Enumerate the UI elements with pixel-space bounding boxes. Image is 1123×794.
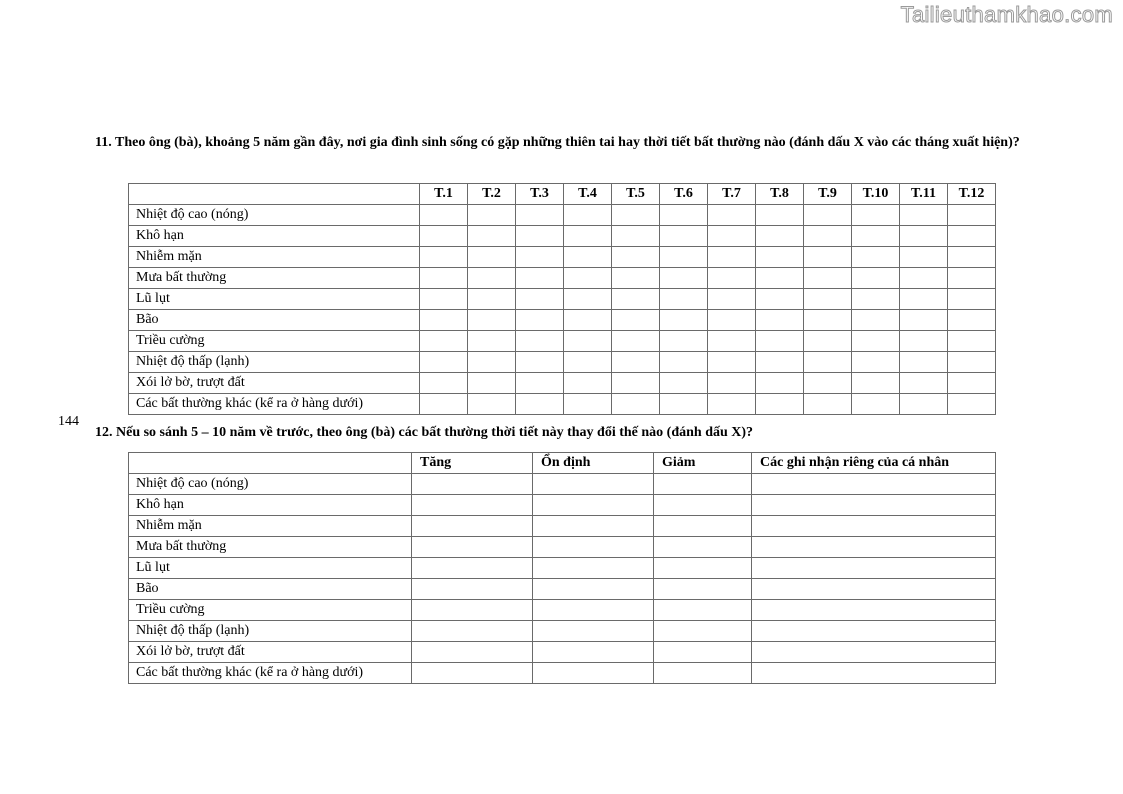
checkbox-cell[interactable]	[564, 205, 612, 226]
checkbox-cell[interactable]	[852, 394, 900, 415]
answer-cell[interactable]	[533, 474, 654, 495]
checkbox-cell[interactable]	[756, 331, 804, 352]
checkbox-cell[interactable]	[420, 247, 468, 268]
row-label: Mưa bất thường	[129, 268, 420, 289]
table-row	[129, 663, 996, 684]
table-row	[129, 558, 996, 579]
checkbox-cell[interactable]	[516, 247, 564, 268]
row-label: Triều cường	[129, 331, 420, 352]
answer-cell[interactable]	[412, 621, 533, 642]
question-12-text: 12. Nếu so sánh 5 – 10 năm về trước, theo ông (bà) các bất thường thời tiết này thay đổi thế nào (đánh dấu X)?	[95, 425, 754, 440]
checkbox-cell[interactable]	[900, 268, 948, 289]
checkbox-cell[interactable]	[612, 268, 660, 289]
checkbox-cell[interactable]	[564, 310, 612, 331]
answer-cell[interactable]	[654, 642, 752, 663]
trend-header: Ổn định	[533, 453, 654, 474]
table-row	[129, 621, 996, 642]
table-row	[129, 310, 996, 331]
row-label: Lũ lụt	[129, 558, 412, 579]
page-number: 144	[58, 414, 79, 429]
row-label: Nhiệt độ cao (nóng)	[129, 205, 420, 226]
checkbox-cell[interactable]	[660, 373, 708, 394]
checkbox-cell[interactable]	[708, 268, 756, 289]
checkbox-cell[interactable]	[612, 373, 660, 394]
answer-cell[interactable]	[654, 600, 752, 621]
checkbox-cell[interactable]	[852, 373, 900, 394]
answer-cell[interactable]	[654, 621, 752, 642]
checkbox-cell[interactable]	[852, 247, 900, 268]
answer-cell[interactable]	[654, 537, 752, 558]
row-label: Các bất thường khác (kể ra ở hàng dưới)	[129, 394, 420, 415]
checkbox-cell[interactable]	[564, 226, 612, 247]
checkbox-cell[interactable]	[852, 205, 900, 226]
answer-cell[interactable]	[412, 600, 533, 621]
checkbox-cell[interactable]	[564, 289, 612, 310]
answer-cell[interactable]	[654, 474, 752, 495]
answer-cell[interactable]	[412, 516, 533, 537]
table-row	[129, 495, 996, 516]
checkbox-cell[interactable]	[516, 310, 564, 331]
answer-cell[interactable]	[412, 579, 533, 600]
answer-cell[interactable]	[752, 537, 996, 558]
checkbox-cell[interactable]	[468, 268, 516, 289]
row-label-header	[129, 453, 412, 474]
checkbox-cell[interactable]	[468, 331, 516, 352]
answer-cell[interactable]	[752, 663, 996, 684]
month-header: T.5	[612, 184, 660, 205]
checkbox-cell[interactable]	[756, 394, 804, 415]
checkbox-cell[interactable]	[708, 205, 756, 226]
checkbox-cell[interactable]	[852, 289, 900, 310]
answer-cell[interactable]	[533, 537, 654, 558]
checkbox-cell[interactable]	[420, 310, 468, 331]
row-label: Xói lở bờ, trượt đất	[129, 642, 412, 663]
answer-cell[interactable]	[533, 663, 654, 684]
answer-cell[interactable]	[752, 579, 996, 600]
checkbox-cell[interactable]	[612, 352, 660, 373]
answer-cell[interactable]	[412, 495, 533, 516]
checkbox-cell[interactable]	[900, 352, 948, 373]
row-label: Nhiệt độ cao (nóng)	[129, 474, 412, 495]
checkbox-cell[interactable]	[804, 205, 852, 226]
checkbox-cell[interactable]	[564, 352, 612, 373]
checkbox-cell[interactable]	[708, 247, 756, 268]
checkbox-cell[interactable]	[660, 268, 708, 289]
checkbox-cell[interactable]	[564, 373, 612, 394]
checkbox-cell[interactable]	[708, 373, 756, 394]
checkbox-cell[interactable]	[516, 373, 564, 394]
checkbox-cell[interactable]	[948, 394, 996, 415]
table-row	[129, 474, 996, 495]
checkbox-cell[interactable]	[900, 373, 948, 394]
row-label: Khô hạn	[129, 226, 420, 247]
month-header: T.8	[756, 184, 804, 205]
notes-header: Các ghi nhận riêng của cá nhân	[752, 453, 996, 474]
checkbox-cell[interactable]	[612, 205, 660, 226]
checkbox-cell[interactable]	[900, 226, 948, 247]
trend-header: Giảm	[654, 453, 752, 474]
checkbox-cell[interactable]	[612, 247, 660, 268]
answer-cell[interactable]	[654, 495, 752, 516]
checkbox-cell[interactable]	[660, 289, 708, 310]
answer-cell[interactable]	[533, 495, 654, 516]
table-row	[129, 226, 996, 247]
checkbox-cell[interactable]	[516, 289, 564, 310]
checkbox-cell[interactable]	[852, 310, 900, 331]
trend-header: Tăng	[412, 453, 533, 474]
answer-cell[interactable]	[412, 474, 533, 495]
checkbox-cell[interactable]	[564, 247, 612, 268]
answer-cell[interactable]	[533, 516, 654, 537]
answer-cell[interactable]	[752, 642, 996, 663]
month-header: T.2	[468, 184, 516, 205]
answer-cell[interactable]	[412, 537, 533, 558]
table-row	[129, 642, 996, 663]
checkbox-cell[interactable]	[804, 310, 852, 331]
table-row	[129, 205, 996, 226]
checkbox-cell[interactable]	[756, 268, 804, 289]
month-header: T.7	[708, 184, 756, 205]
month-header: T.12	[948, 184, 996, 205]
answer-cell[interactable]	[412, 642, 533, 663]
checkbox-cell[interactable]	[420, 226, 468, 247]
checkbox-cell[interactable]	[852, 331, 900, 352]
row-label-header	[129, 184, 420, 205]
checkbox-cell[interactable]	[420, 289, 468, 310]
table-row	[129, 268, 996, 289]
checkbox-cell[interactable]	[420, 394, 468, 415]
checkbox-cell[interactable]	[756, 205, 804, 226]
month-header: T.1	[420, 184, 468, 205]
checkbox-cell[interactable]	[804, 394, 852, 415]
checkbox-cell[interactable]	[948, 268, 996, 289]
checkbox-cell[interactable]	[804, 373, 852, 394]
answer-cell[interactable]	[533, 621, 654, 642]
table-row	[129, 373, 996, 394]
checkbox-cell[interactable]	[516, 352, 564, 373]
checkbox-cell[interactable]	[516, 226, 564, 247]
checkbox-cell[interactable]	[660, 331, 708, 352]
answer-cell[interactable]	[752, 600, 996, 621]
watermark: Tailieuthamkhao.com	[900, 2, 1113, 27]
checkbox-cell[interactable]	[612, 289, 660, 310]
answer-cell[interactable]	[533, 558, 654, 579]
checkbox-cell[interactable]	[468, 310, 516, 331]
checkbox-cell[interactable]	[468, 205, 516, 226]
table-header-row	[129, 453, 996, 474]
answer-cell[interactable]	[533, 579, 654, 600]
checkbox-cell[interactable]	[852, 226, 900, 247]
row-label: Xói lở bờ, trượt đất	[129, 373, 420, 394]
answer-cell[interactable]	[752, 516, 996, 537]
checkbox-cell[interactable]	[948, 373, 996, 394]
month-header: T.4	[564, 184, 612, 205]
checkbox-cell[interactable]	[804, 247, 852, 268]
checkbox-cell[interactable]	[516, 394, 564, 415]
month-header: T.11	[900, 184, 948, 205]
checkbox-cell[interactable]	[708, 310, 756, 331]
checkbox-cell[interactable]	[900, 289, 948, 310]
table-row	[129, 537, 996, 558]
checkbox-cell[interactable]	[612, 226, 660, 247]
checkbox-cell[interactable]	[420, 268, 468, 289]
checkbox-cell[interactable]	[660, 352, 708, 373]
answer-cell[interactable]	[654, 663, 752, 684]
answer-cell[interactable]	[654, 516, 752, 537]
checkbox-cell[interactable]	[420, 205, 468, 226]
checkbox-cell[interactable]	[708, 226, 756, 247]
row-label: Nhiệt độ thấp (lạnh)	[129, 352, 420, 373]
table-row	[129, 600, 996, 621]
checkbox-cell[interactable]	[420, 331, 468, 352]
checkbox-cell[interactable]	[660, 226, 708, 247]
checkbox-cell[interactable]	[756, 247, 804, 268]
row-label: Các bất thường khác (kể ra ở hàng dưới)	[129, 663, 412, 684]
checkbox-cell[interactable]	[756, 226, 804, 247]
table-row	[129, 247, 996, 268]
checkbox-cell[interactable]	[804, 226, 852, 247]
checkbox-cell[interactable]	[852, 352, 900, 373]
checkbox-cell[interactable]	[468, 226, 516, 247]
month-header: T.3	[516, 184, 564, 205]
checkbox-cell[interactable]	[420, 373, 468, 394]
row-label: Triều cường	[129, 600, 412, 621]
row-label: Lũ lụt	[129, 289, 420, 310]
row-label: Nhiệt độ thấp (lạnh)	[129, 621, 412, 642]
checkbox-cell[interactable]	[852, 268, 900, 289]
checkbox-cell[interactable]	[468, 247, 516, 268]
answer-cell[interactable]	[752, 621, 996, 642]
checkbox-cell[interactable]	[660, 205, 708, 226]
checkbox-cell[interactable]	[660, 394, 708, 415]
table-row	[129, 352, 996, 373]
checkbox-cell[interactable]	[468, 352, 516, 373]
table-row	[129, 579, 996, 600]
checkbox-cell[interactable]	[660, 247, 708, 268]
month-occurrence-table	[128, 183, 996, 415]
checkbox-cell[interactable]	[756, 352, 804, 373]
checkbox-cell[interactable]	[900, 394, 948, 415]
table-row	[129, 289, 996, 310]
checkbox-cell[interactable]	[708, 394, 756, 415]
checkbox-cell[interactable]	[900, 205, 948, 226]
checkbox-cell[interactable]	[900, 310, 948, 331]
checkbox-cell[interactable]	[948, 247, 996, 268]
table-row	[129, 516, 996, 537]
checkbox-cell[interactable]	[420, 352, 468, 373]
answer-cell[interactable]	[752, 474, 996, 495]
checkbox-cell[interactable]	[708, 331, 756, 352]
month-header: T.9	[804, 184, 852, 205]
checkbox-cell[interactable]	[756, 310, 804, 331]
checkbox-cell[interactable]	[564, 394, 612, 415]
table-header-row	[129, 184, 996, 205]
row-label: Bão	[129, 579, 412, 600]
question-11-text: 11. Theo ông (bà), khoảng 5 năm gần đây, nơi gia đình sinh sống có gặp những thiên tai hay thời tiết bất thường nào (đánh dấu X vào các tháng xuất hiện)?	[95, 135, 1020, 150]
checkbox-cell[interactable]	[948, 226, 996, 247]
checkbox-cell[interactable]	[612, 331, 660, 352]
checkbox-cell[interactable]	[804, 289, 852, 310]
checkbox-cell[interactable]	[612, 394, 660, 415]
row-label: Khô hạn	[129, 495, 412, 516]
row-label: Mưa bất thường	[129, 537, 412, 558]
month-header: T.10	[852, 184, 900, 205]
checkbox-cell[interactable]	[516, 331, 564, 352]
answer-cell[interactable]	[752, 558, 996, 579]
answer-cell[interactable]	[654, 579, 752, 600]
trend-change-table	[128, 452, 996, 684]
checkbox-cell[interactable]	[708, 289, 756, 310]
answer-cell[interactable]	[533, 642, 654, 663]
answer-cell[interactable]	[654, 558, 752, 579]
checkbox-cell[interactable]	[948, 310, 996, 331]
checkbox-cell[interactable]	[804, 331, 852, 352]
row-label: Nhiễm mặn	[129, 516, 412, 537]
checkbox-cell[interactable]	[468, 289, 516, 310]
answer-cell[interactable]	[412, 558, 533, 579]
row-label: Bão	[129, 310, 420, 331]
checkbox-cell[interactable]	[948, 352, 996, 373]
checkbox-cell[interactable]	[516, 268, 564, 289]
checkbox-cell[interactable]	[948, 205, 996, 226]
checkbox-cell[interactable]	[900, 247, 948, 268]
checkbox-cell[interactable]	[660, 310, 708, 331]
answer-cell[interactable]	[533, 600, 654, 621]
checkbox-cell[interactable]	[804, 352, 852, 373]
answer-cell[interactable]	[752, 495, 996, 516]
checkbox-cell[interactable]	[756, 289, 804, 310]
checkbox-cell[interactable]	[468, 394, 516, 415]
checkbox-cell[interactable]	[804, 268, 852, 289]
checkbox-cell[interactable]	[948, 289, 996, 310]
checkbox-cell[interactable]	[708, 352, 756, 373]
checkbox-cell[interactable]	[756, 373, 804, 394]
answer-cell[interactable]	[412, 663, 533, 684]
table-row	[129, 394, 996, 415]
checkbox-cell[interactable]	[900, 331, 948, 352]
checkbox-cell[interactable]	[516, 205, 564, 226]
row-label: Nhiễm mặn	[129, 247, 420, 268]
checkbox-cell[interactable]	[564, 268, 612, 289]
checkbox-cell[interactable]	[948, 331, 996, 352]
checkbox-cell[interactable]	[612, 310, 660, 331]
month-header: T.6	[660, 184, 708, 205]
checkbox-cell[interactable]	[564, 331, 612, 352]
checkbox-cell[interactable]	[468, 373, 516, 394]
table-row	[129, 331, 996, 352]
